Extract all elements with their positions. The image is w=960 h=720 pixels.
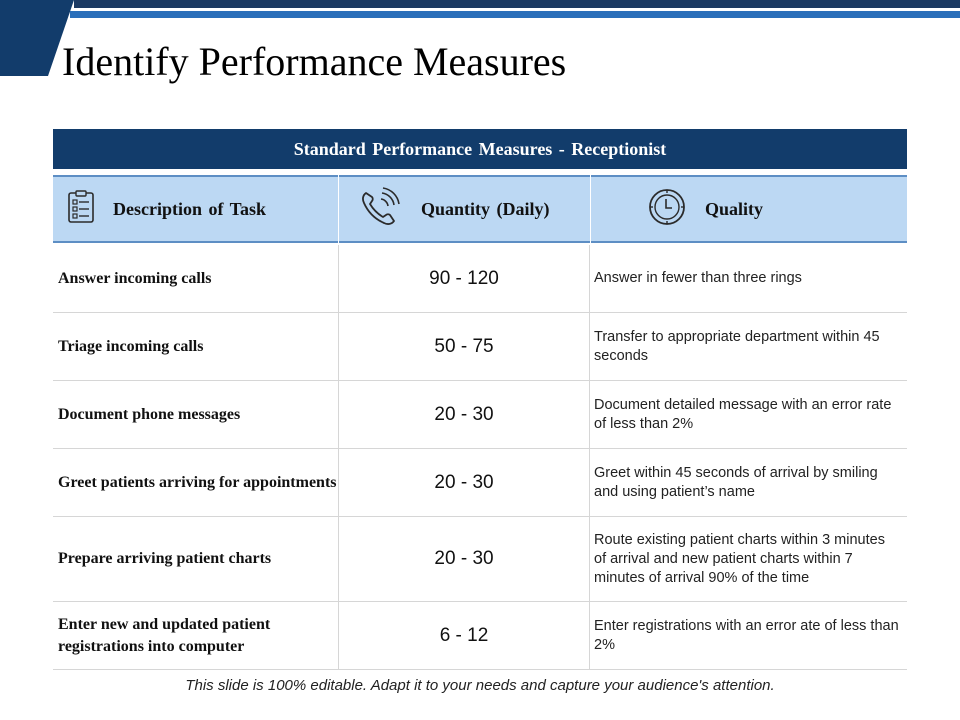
task-cell: Enter new and updated patient registrations into computer (58, 615, 271, 655)
quality-cell: Route existing patient charts within 3 minutes of arrival and new patient charts within 7 minutes of arrival 90% of the time (594, 531, 885, 586)
table-row (53, 245, 907, 313)
footer-note: This slide is 100% editable. Adapt it to your needs and capture your audience's attention. (185, 677, 775, 694)
table-caption: Standard Performance Measures - Receptionist (53, 129, 907, 169)
quality-cell: Greet within 45 seconds of arrival by smiling and using patient’s name (594, 464, 878, 500)
quantity-cell: 20 - 30 (338, 449, 590, 516)
column-label-quantity: Quantity (Daily) (421, 198, 550, 219)
table-row (53, 381, 907, 449)
task-cell: Greet patients arriving for appointments (58, 473, 337, 491)
task-cell: Answer incoming calls (58, 269, 212, 287)
table-row (53, 313, 907, 381)
quantity-cell: 20 - 30 (338, 517, 590, 601)
top-accent-stripe (70, 11, 960, 18)
quantity-cell: 90 - 120 (338, 245, 590, 312)
task-cell: Prepare arriving patient charts (58, 550, 272, 567)
quality-cell: Answer in fewer than three rings (594, 270, 802, 286)
table-row (53, 449, 907, 517)
column-header-quantity (339, 175, 590, 243)
table-row (53, 602, 907, 670)
quantity-cell: 20 - 30 (338, 381, 590, 448)
column-label-task: Description of Task (113, 198, 267, 219)
top-accent-bar (74, 0, 960, 8)
quantity-cell: 6 - 12 (338, 602, 590, 669)
slide-title: Identify Performance Measures (62, 39, 567, 84)
table-row (53, 517, 907, 602)
quantity-cell: 50 - 75 (338, 313, 590, 380)
quality-cell: Enter registrations with an error ate of less than 2% (594, 617, 899, 653)
task-cell: Triage incoming calls (58, 337, 204, 355)
quality-cell: Document detailed message with an error rate of less than 2% (594, 396, 892, 432)
column-header-quality (591, 175, 907, 243)
phone-ringing-icon (359, 187, 401, 232)
column-header-task (53, 175, 338, 243)
clock-icon (647, 187, 687, 232)
clipboard-checklist-icon (67, 190, 95, 229)
column-label-quality: Quality (705, 198, 764, 219)
quality-cell: Transfer to appropriate department within 45 seconds (594, 328, 880, 364)
task-cell: Document phone messages (58, 405, 241, 423)
